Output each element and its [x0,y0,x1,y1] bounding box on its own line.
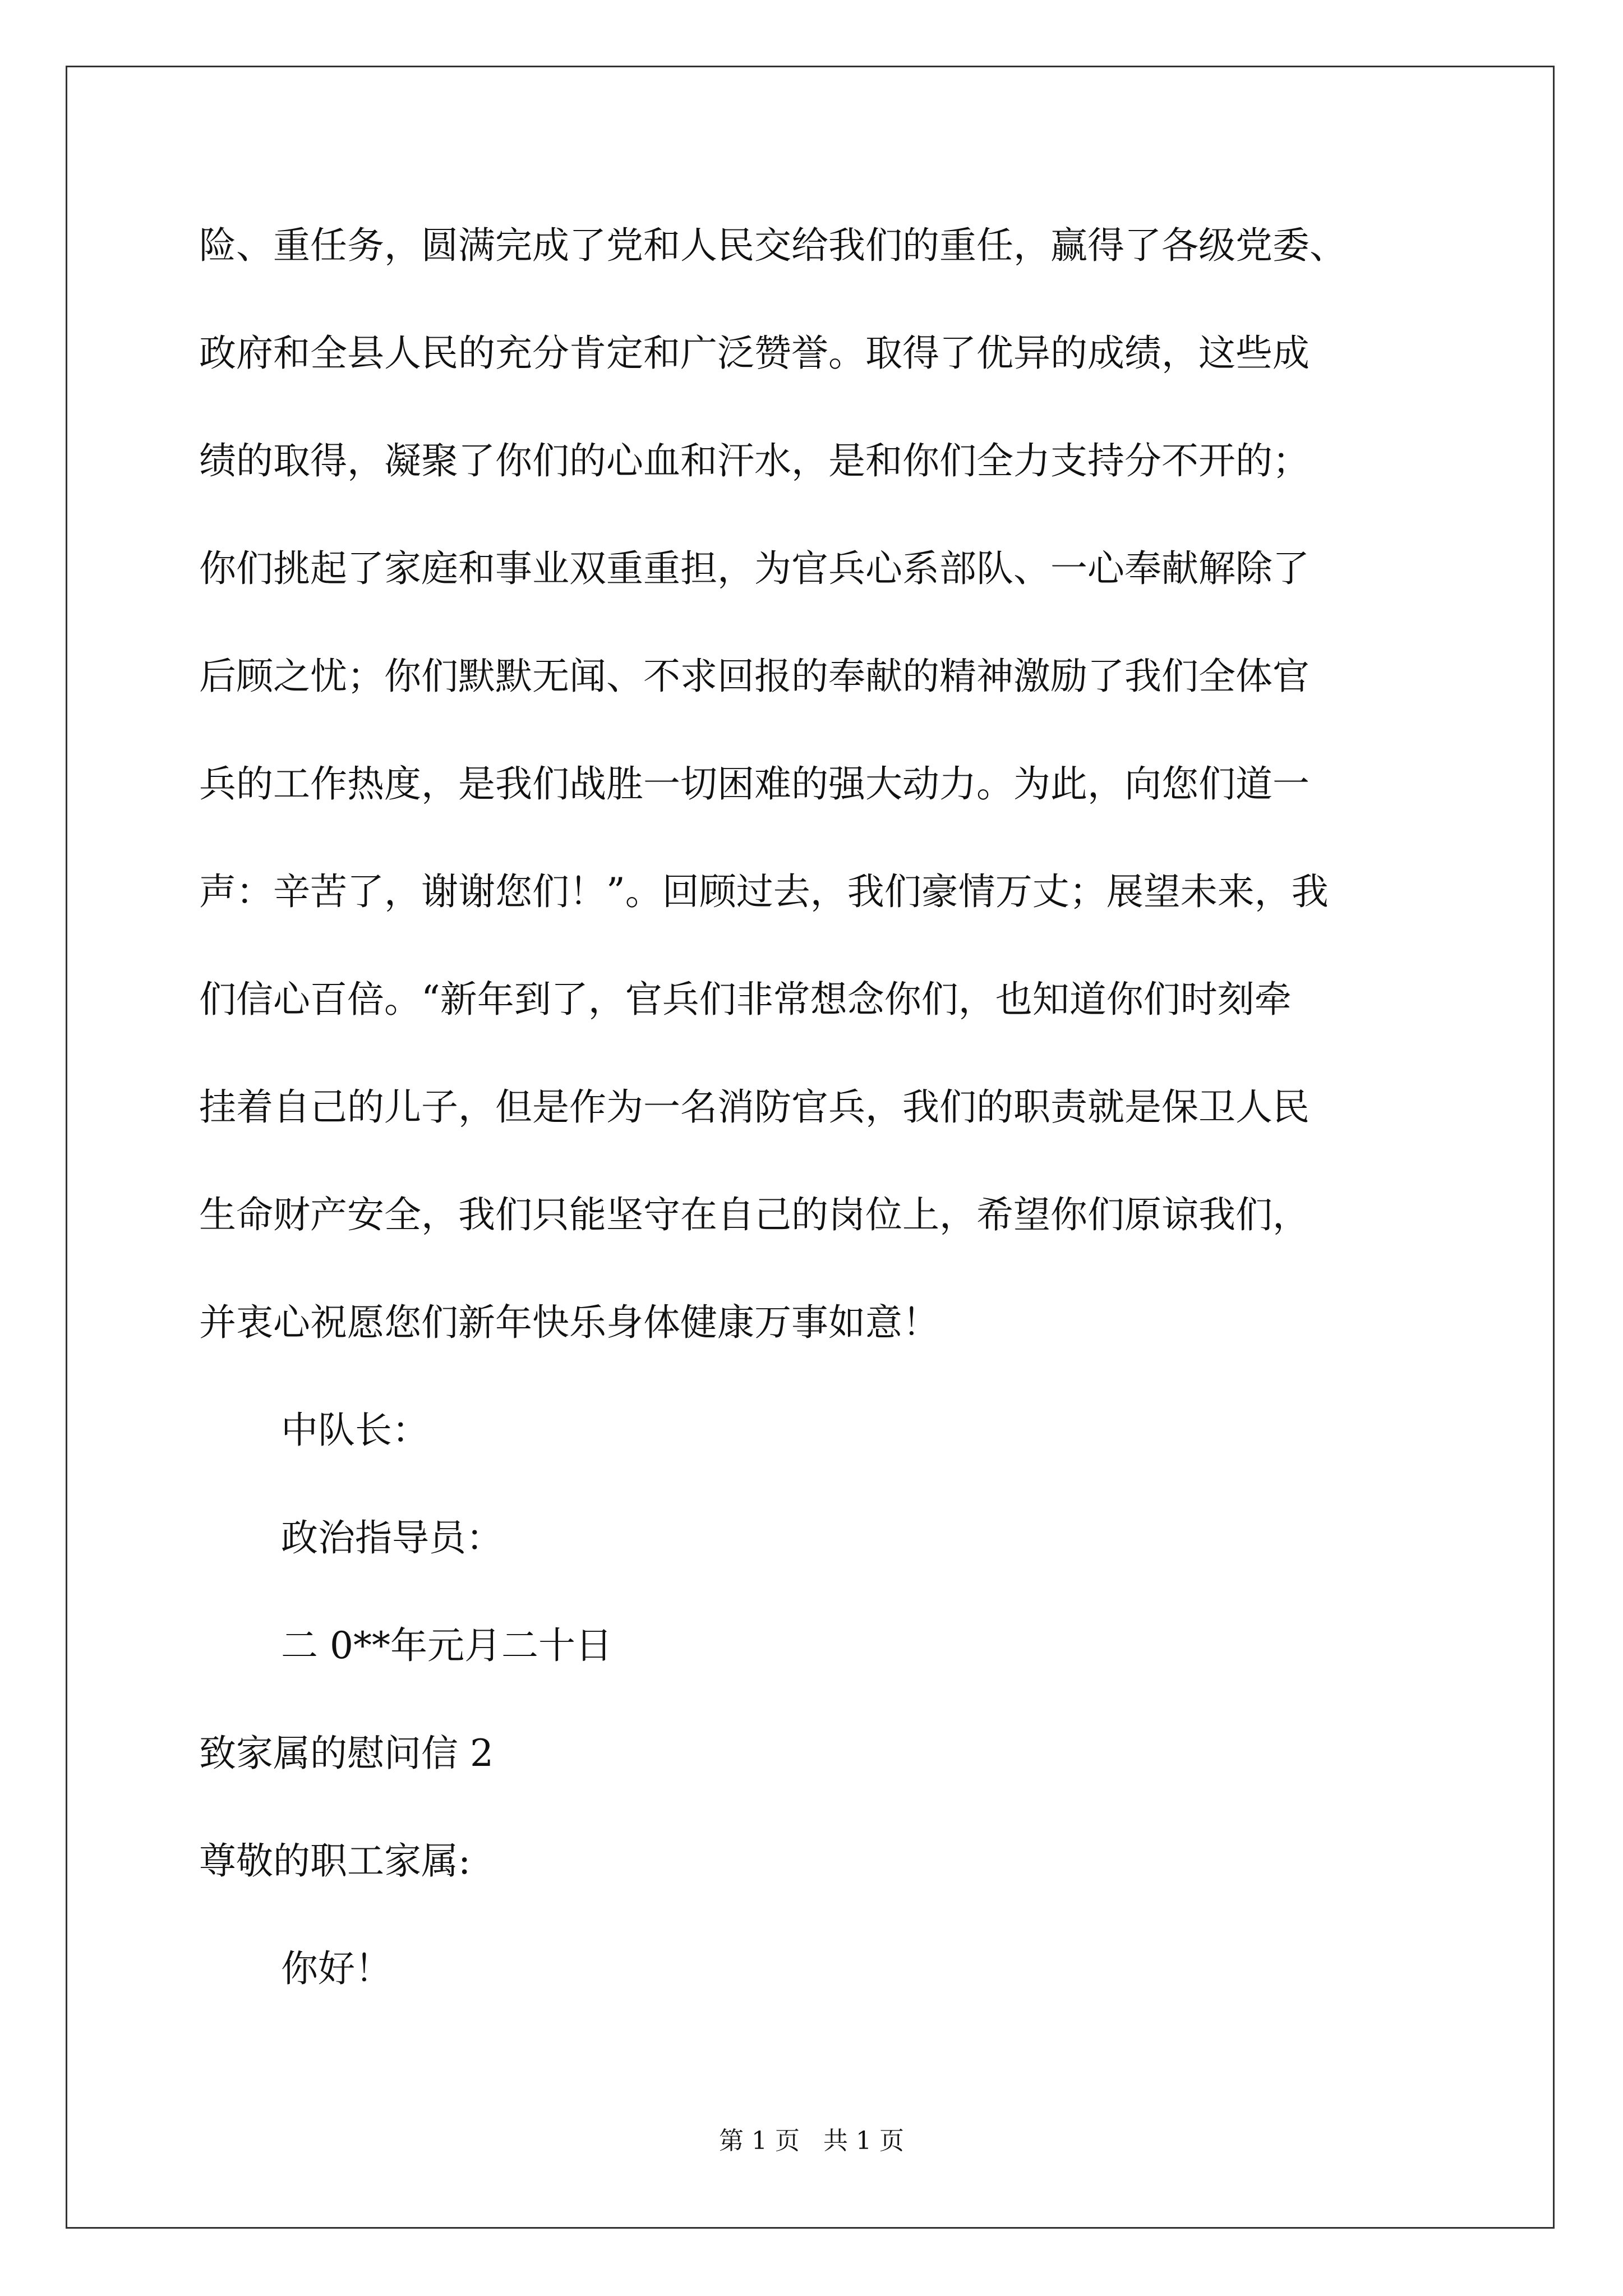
body-line: 生命财产安全，我们只能坚守在自己的岗位上，希望你们原谅我们， [199,1193,1310,1236]
page-number: 第 1 页 [719,2127,800,2155]
body-line: 挂着自己的儿子，但是作为一名消防官兵，我们的职责就是保卫人民 [199,1085,1310,1129]
body-line: 你们挑起了家庭和事业双重重担，为官兵心系部队、一心奉献解除了 [199,547,1310,590]
page-total: 共 1 页 [823,2127,904,2155]
letter2-salutation: 尊敬的职工家属: [199,1839,471,1883]
signature-captain: 中队长： [281,1409,429,1452]
signature-instructor: 政治指导员： [281,1516,503,1559]
letter2-greeting: 你好！ [281,1947,392,1990]
body-line: 并衷心祝愿您们新年快乐身体健康万事如意！ [199,1301,939,1344]
page-border [66,66,1555,2229]
page-footer [0,2129,1623,2154]
body-line: 政府和全县人民的充分肯定和广泛赞誉。取得了优异的成绩，这些成 [199,332,1310,375]
letter-date: 二 0**年元月二十日 [281,1624,612,1667]
letter2-title: 致家属的慰问信 2 [199,1732,494,1775]
body-line: 们信心百倍。“新年到了，官兵们非常想念你们，也知道你们时刻牵 [199,978,1292,1021]
body-line: 后顾之忧；你们默默无闻、不求回报的奉献的精神激励了我们全体官 [199,655,1310,698]
body-line: 声：辛苦了，谢谢您们！”。回顾过去，我们豪情万丈；展望未来，我 [199,870,1329,913]
body-line: 险、重任务，圆满完成了党和人民交给我们的重任，赢得了各级党委、 [199,224,1347,267]
body-line: 兵的工作热度，是我们战胜一切困难的强大动力。为此，向您们道一 [199,762,1310,806]
body-line: 绩的取得，凝聚了你们的心血和汗水，是和你们全力支持分不开的； [199,439,1310,482]
